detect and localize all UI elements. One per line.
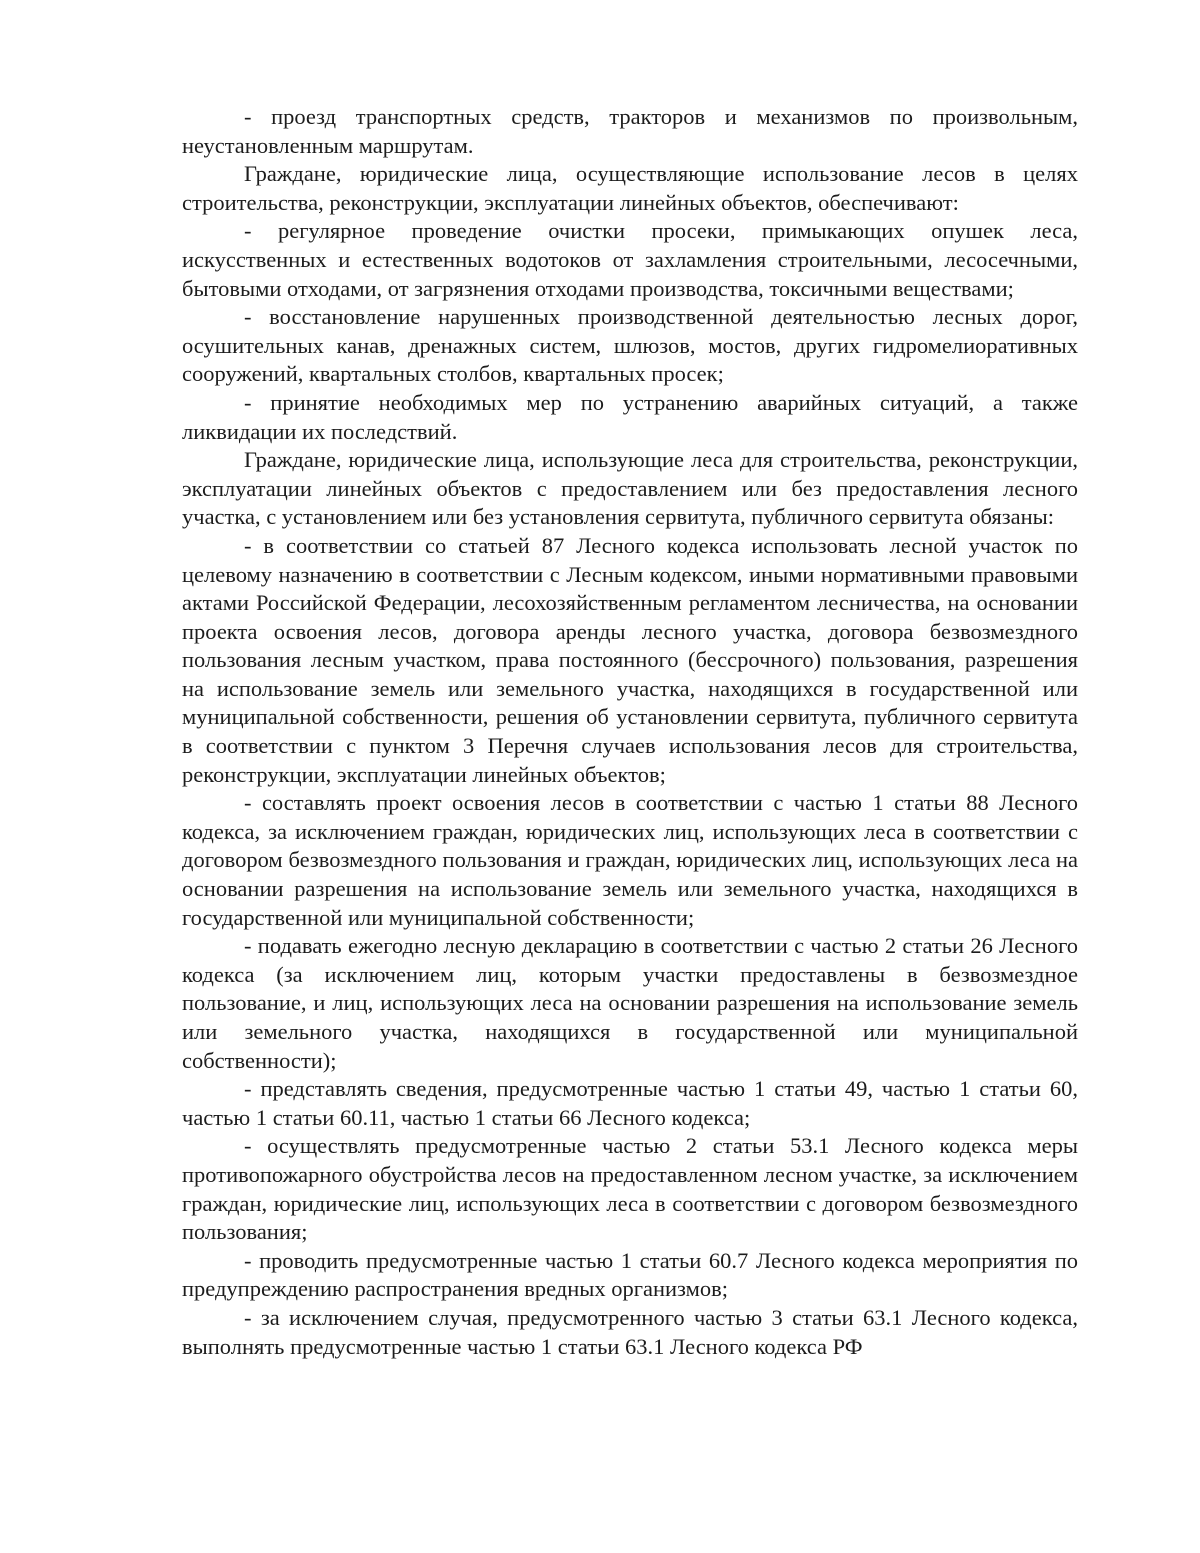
paragraph-vehicle-passage: - проезд транспортных средств, тракторов и механизмов по произвольным, неустановленным маршрутам. [182,104,1078,158]
paragraph-reporting: - представлять сведения, предусмотренные частью 1 статьи 49, частью 1 статьи 60, частью 1 статьи 60.11, частью 1 статьи 66 Лесного кодекса; [182,1076,1078,1130]
paragraph-restoration: - восстановление нарушенных производственной деятельностью лесных дорог, осушительных канав, дренажных систем, шлюзов, мостов, других гидромелиоративных сооружений, квартальных столбов, квартальных просек; [182,304,1078,387]
paragraph-linear-objects-duties: Граждане, юридические лица, осуществляющие использование лесов в целях строительства, реконструкции, эксплуатации линейных объектов, обеспечивают: [182,161,1078,215]
paragraph-article-87: - в соответствии со статьей 87 Лесного кодекса использовать лесной участок по целевому назначению в соответствии с Лесным кодексом, иными нормативными правовыми актами Российской Федерации, лесохозяйственным регламентом лесничества, на основании проекта освоения лесов, договора аренды лесного участка, договора безвозмездного пользования лесным участком, права постоянного (бессрочного) пользования, разрешения на использование земель или земельного участка, находящихся в государственной или муниципальной собственности, решения об установлении сервитута, публичного сервитута в соответствии с пунктом 3 Перечня случаев использования лесов для строительства, реконструкции, эксплуатации линейных объектов; [182,532,1078,787]
paragraph-obligations-intro: Граждане, юридические лица, использующие леса для строительства, реконструкции, эксплуатации линейных объектов с предоставлением или без предоставления лесного участка, с установлением или без установления сервитута, публичного сервитута обязаны: [182,447,1078,530]
document-body [182,103,1078,1361]
paragraph-development-project: - составлять проект освоения лесов в соответствии с частью 1 статьи 88 Лесного кодекса, за исключением граждан, юридических лиц, использующих леса в соответствии с договором безвозмездного пользования и граждан, юридических лиц, использующих леса на основании разрешения на использование земель или земельного участка, находящихся в государственной или муниципальной собственности; [182,790,1078,930]
paragraph-fire-prevention: - осуществлять предусмотренные частью 2 статьи 53.1 Лесного кодекса меры противопожарного обустройства лесов на предоставленном лесном участке, за исключением граждан, юридические лиц, использующих леса в соответствии с договором безвозмездного пользования; [182,1133,1078,1245]
paragraph-emergency: - принятие необходимых мер по устранению аварийных ситуаций, а также ликвидации их последствий. [182,389,1078,444]
paragraph-forest-declaration: - подавать ежегодно лесную декларацию в соответствии с частью 2 статьи 26 Лесного кодекса (за исключением лиц, которым участки предоставлены в безвозмездное пользование, и лиц, использующих леса на основании разрешения на использование земель или земельного участка, находящихся в государственной или муниципальной собственности); [182,933,1078,1073]
paragraph-pest-prevention: - проводить предусмотренные частью 1 статьи 60.7 Лесного кодекса мероприятия по предупреждению распространения вредных организмов; [182,1247,1078,1302]
paragraph-cleaning: - регулярное проведение очистки просеки, примыкающих опушек леса, искусственных и естественных водотоков от захламления строительными, лесосечными, бытовыми отходами, от загрязнения отходами производства, токсичными веществами; [182,218,1078,301]
paragraph-article-63-1: - за исключением случая, предусмотренного частью 3 статьи 63.1 Лесного кодекса, выполнять предусмотренные частью 1 статьи 63.1 Лесного кодекса РФ [182,1304,1078,1359]
